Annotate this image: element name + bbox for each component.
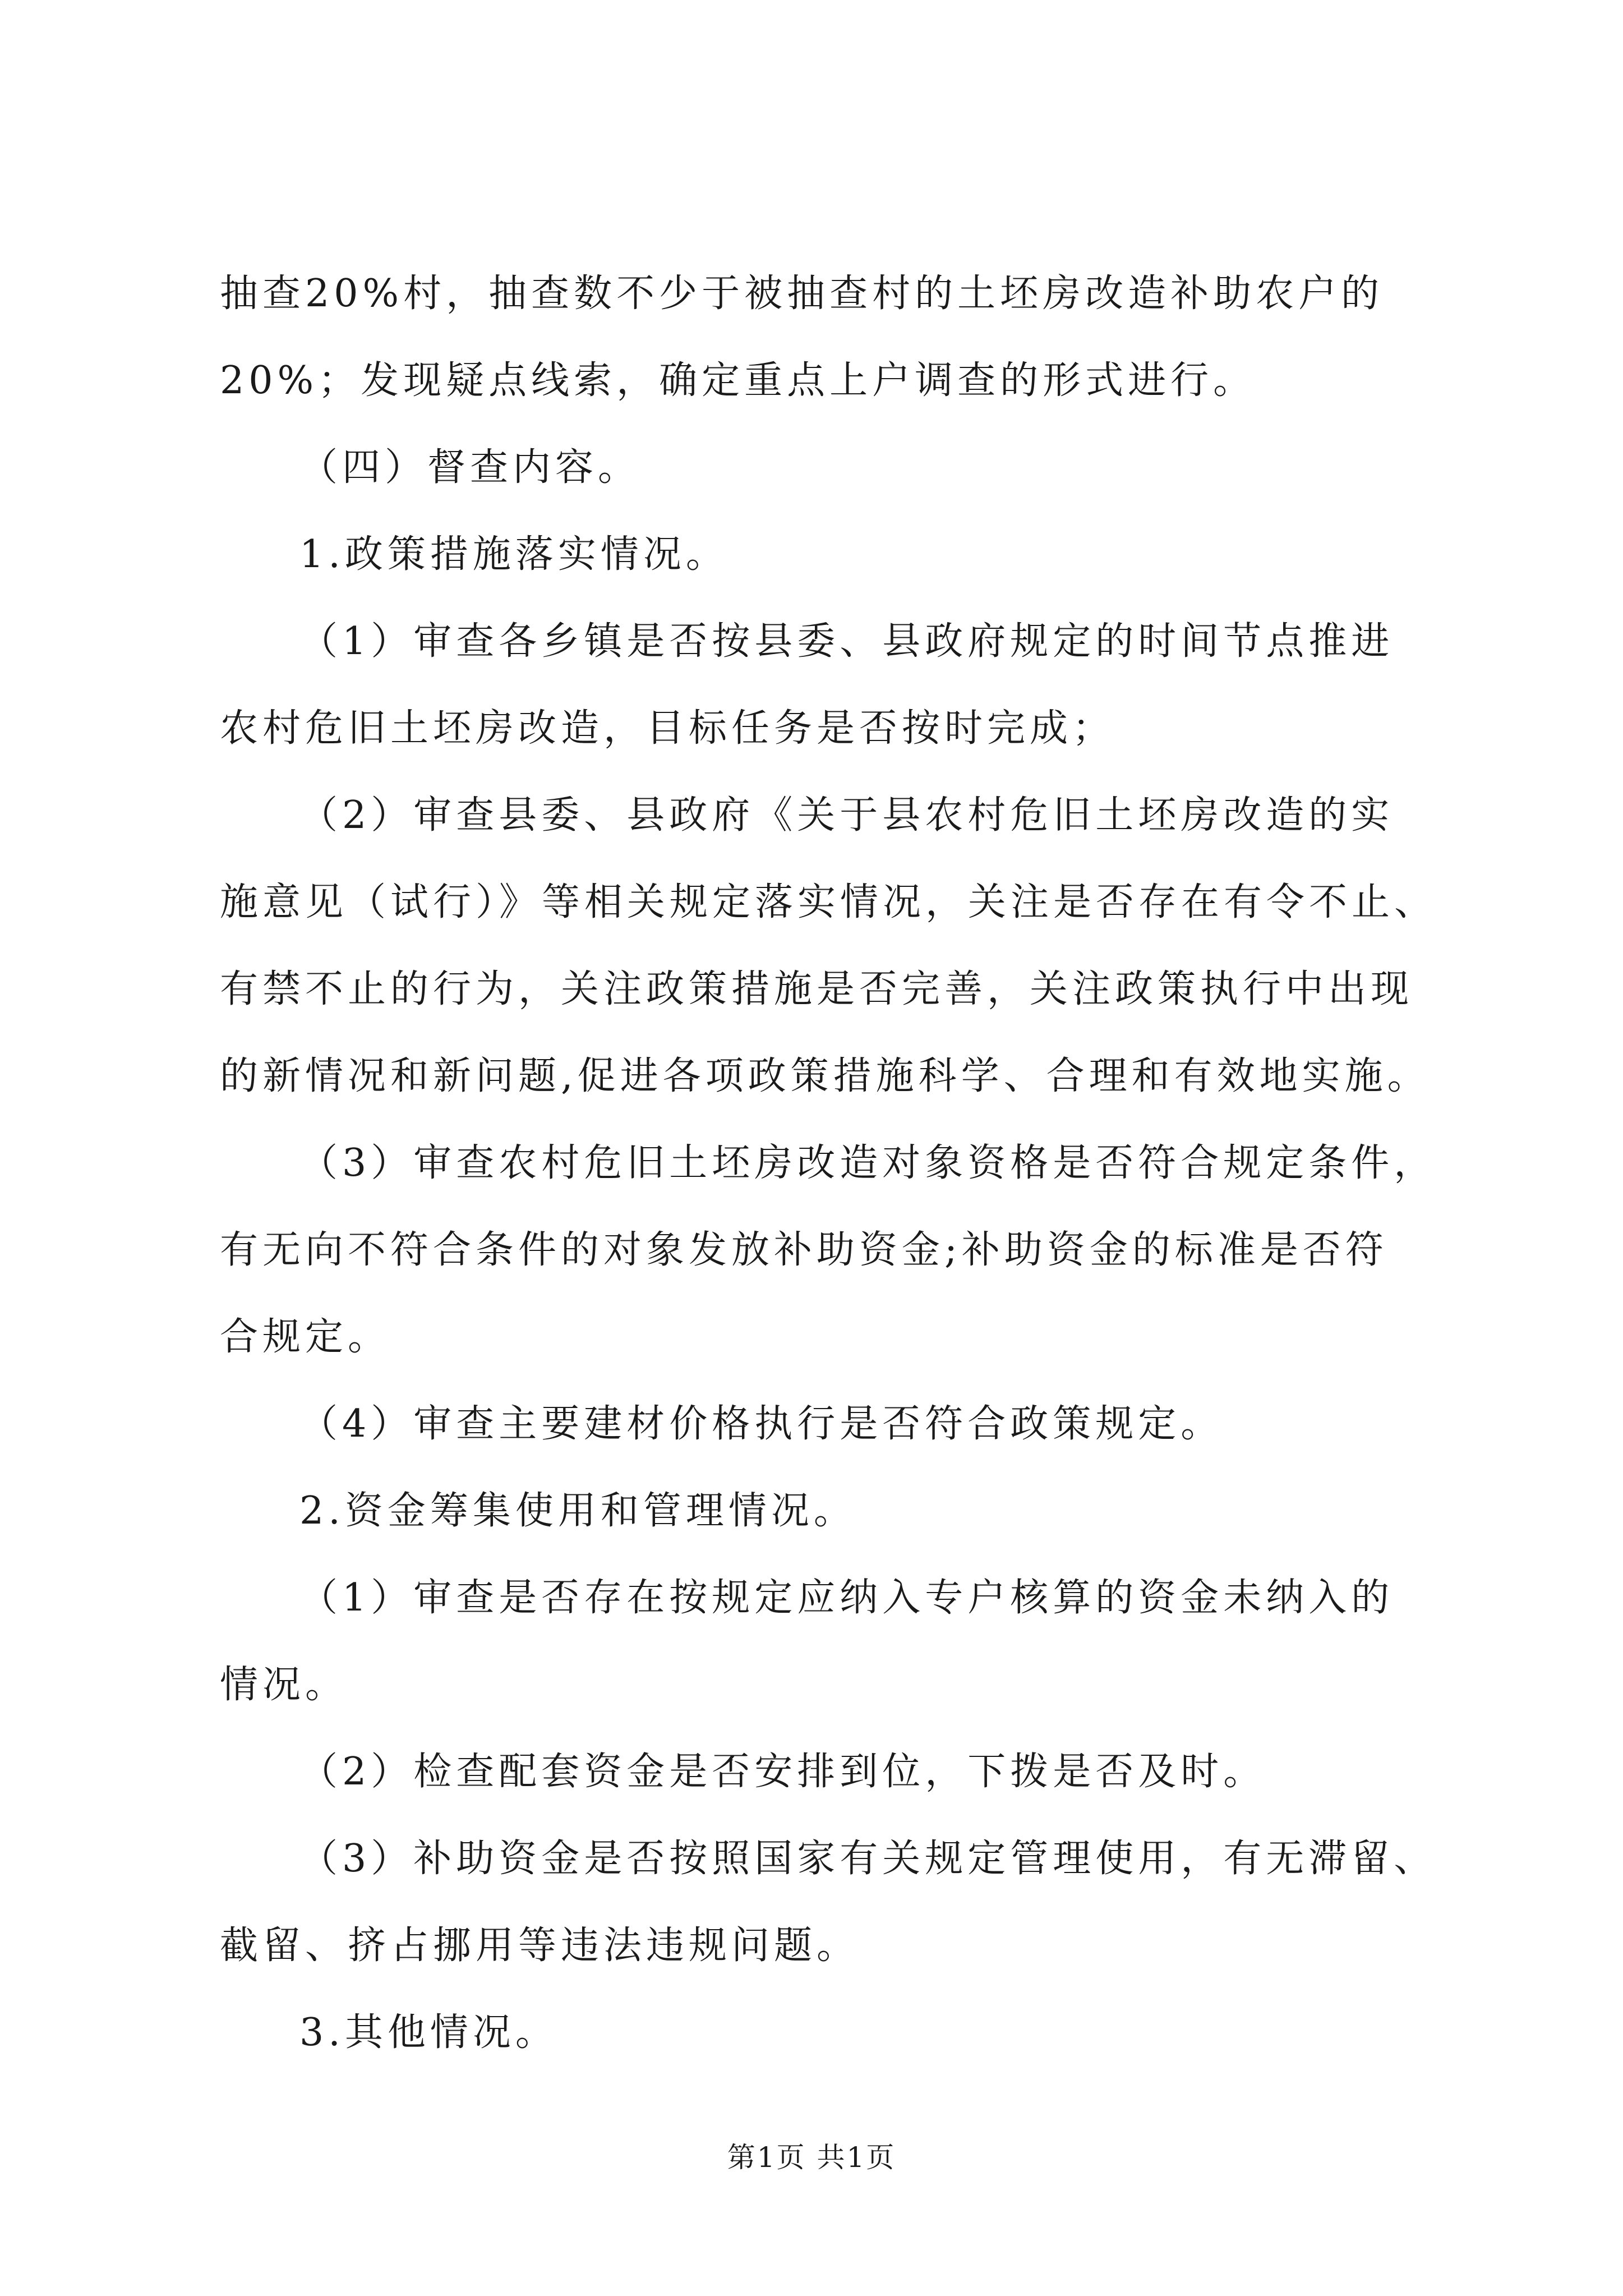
body-line: （3）审查农村危旧土坯房改造对象资格是否符合规定条件， (299, 1141, 1437, 1185)
body-line: （1）审查是否存在按规定应纳入专户核算的资金未纳入的 (299, 1576, 1394, 1620)
body-line: 农村危旧土坯房改造，目标任务是否按时完成； (220, 706, 1115, 751)
body-line: （2）审查县委、县政府《关于县农村危旧土坯房改造的实 (299, 793, 1394, 838)
subsection-heading: 1.政策措施落实情况。 (299, 532, 728, 577)
subsection-heading: 3.其他情况。 (299, 2010, 558, 2055)
body-line: （4）审查主要建材价格执行是否符合政策规定。 (299, 1402, 1224, 1446)
body-line: （2）检查配套资金是否安排到位，下拨是否及时。 (299, 1750, 1266, 1794)
section-heading: （四）督查内容。 (299, 445, 641, 490)
body-line: 截留、挤占挪用等违法违规问题。 (220, 1924, 860, 1968)
body-line: 施意见（试行）》等相关规定落实情况，关注是否存在有令不止、 (220, 880, 1437, 924)
body-line: （1）审查各乡镇是否按县委、县政府规定的时间节点推进 (299, 619, 1394, 664)
body-line: 抽查20%村，抽查数不少于被抽查村的土坯房改造补助农户的 (220, 272, 1384, 316)
subsection-heading: 2.资金筹集使用和管理情况。 (299, 1489, 856, 1533)
body-line: 有禁不止的行为，关注政策措施是否完善，关注政策执行中出现 (220, 967, 1414, 1011)
body-line: 20%；发现疑点线索，确定重点上户调查的形式进行。 (220, 358, 1256, 403)
body-line: 情况。 (220, 1663, 348, 1707)
body-line: 的新情况和新问题,促进各项政策措施科学、合理和有效地实施。 (220, 1054, 1430, 1098)
body-line: 合规定。 (220, 1315, 391, 1359)
body-line: 有无向不符合条件的对象发放补助资金;补助资金的标准是否符 (220, 1228, 1388, 1272)
body-line: （3）补助资金是否按照国家有关规定管理使用，有无滞留、 (299, 1837, 1437, 1881)
page-number-footer: 第1页 共1页 (727, 2141, 896, 2174)
